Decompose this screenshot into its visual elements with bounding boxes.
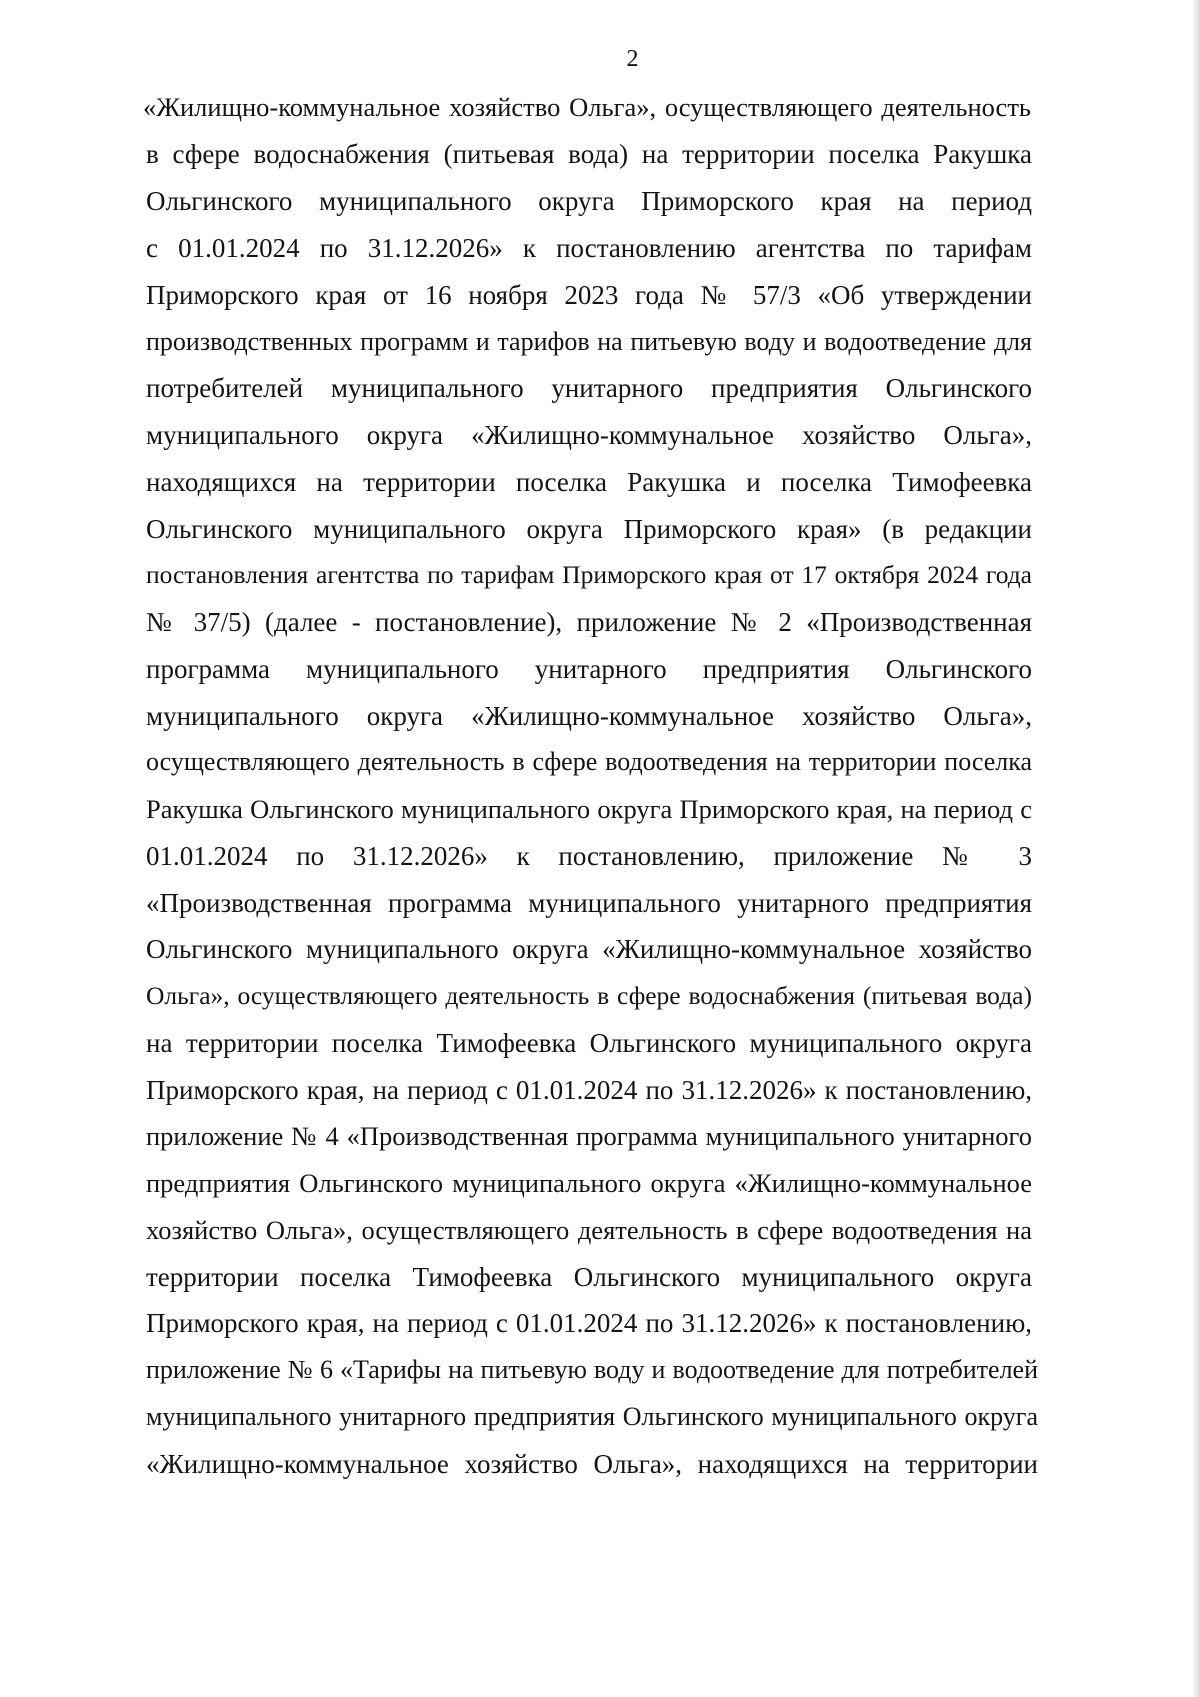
text-line: на территории поселка Тимофеевка Ольгинского муниципального округа bbox=[146, 1028, 1032, 1058]
text-line: приложение № 6 «Тарифы на питьевую воду и водоотведение для потребителей bbox=[146, 1355, 1038, 1384]
text-line: потребителей муниципального унитарного предприятия Ольгинского bbox=[146, 373, 1032, 403]
text-line: Ракушка Ольгинского муниципального округа Приморского края, на период с bbox=[146, 794, 1032, 824]
text-line: с 01.01.2024 по 31.12.2026» к постановлению агентства по тарифам bbox=[146, 233, 1032, 263]
text-line: № 37/5) (далее - постановление), приложение № 2 «Производственная bbox=[146, 607, 1032, 637]
text-line: приложение № 4 «Производственная программа муниципального унитарного bbox=[146, 1121, 1032, 1151]
text-line: постановления агентства по тарифам Приморского края от 17 октября 2024 года bbox=[146, 560, 1032, 589]
text-line: территории поселка Тимофеевка Ольгинского муниципального округа bbox=[146, 1262, 1032, 1292]
scan-edge-shadow bbox=[1192, 0, 1200, 1697]
text-line: осуществляющего деятельность в сфере водоотведения на территории поселка bbox=[146, 747, 1032, 776]
text-line: хозяйство Ольга», осуществляющего деятельность в сфере водоотведения на bbox=[146, 1215, 1032, 1245]
text-line: находящихся на территории поселка Ракушка и поселка Тимофеевка bbox=[146, 467, 1032, 497]
text-line: Ольга», осуществляющего деятельность в сфере водоснабжения (питьевая вода) bbox=[146, 981, 1032, 1010]
text-line: «Жилищно-коммунальное хозяйство Ольга», находящихся на территории bbox=[146, 1449, 1038, 1479]
text-line: муниципального унитарного предприятия Ольгинского муниципального округа bbox=[146, 1402, 1038, 1431]
text-line: Ольгинского муниципального округа Приморского края на период bbox=[146, 186, 1032, 216]
text-line: Приморского края, на период с 01.01.2024 по 31.12.2026» к постановлению, bbox=[146, 1075, 1032, 1105]
text-line: муниципального округа «Жилищно-коммунальное хозяйство Ольга», bbox=[146, 701, 1032, 731]
text-line: программа муниципального унитарного предприятия Ольгинского bbox=[146, 654, 1032, 684]
text-line: Ольгинского муниципального округа Приморского края» (в редакции bbox=[146, 514, 1032, 544]
page-number: 2 bbox=[626, 46, 639, 72]
text-line: 01.01.2024 по 31.12.2026» к постановлению, приложение № 3 bbox=[146, 841, 1032, 871]
text-line: Приморского края от 16 ноября 2023 года № 57/3 «Об утверждении bbox=[146, 280, 1032, 310]
text-line: в сфере водоснабжения (питьевая вода) на территории поселка Ракушка bbox=[146, 139, 1032, 169]
text-line: «Производственная программа муниципального унитарного предприятия bbox=[146, 888, 1032, 918]
text-line: муниципального округа «Жилищно-коммунальное хозяйство Ольга», bbox=[146, 420, 1032, 450]
text-line: Приморского края, на период с 01.01.2024 по 31.12.2026» к постановлению, bbox=[146, 1308, 1032, 1338]
text-line: предприятия Ольгинского муниципального округа «Жилищно-коммунальное bbox=[146, 1168, 1032, 1198]
text-line: Ольгинского муниципального округа «Жилищно-коммунальное хозяйство bbox=[146, 934, 1032, 964]
text-line: «Жилищно-коммунальное хозяйство Ольга», осуществляющего деятельность bbox=[143, 92, 1031, 122]
text-line: производственных программ и тарифов на питьевую воду и водоотведение для bbox=[146, 327, 1032, 356]
